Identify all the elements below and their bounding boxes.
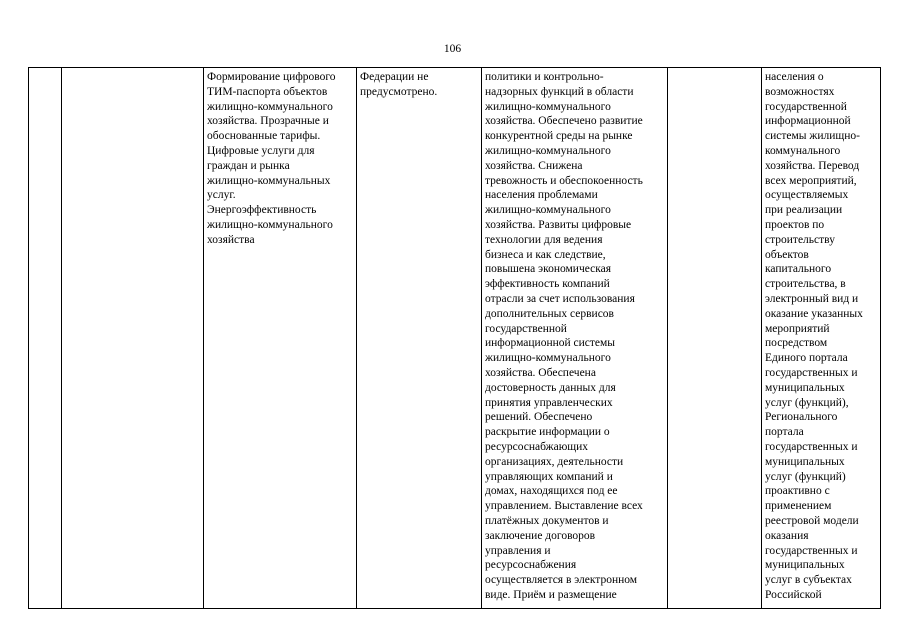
cell-text-line: коммунального: [765, 144, 841, 157]
table-row: [29, 68, 881, 609]
cell-text-line: оказание указанных: [765, 307, 863, 320]
cell-text-line: жилищно-коммунального: [485, 100, 611, 113]
cell-col-4: [357, 68, 482, 609]
cell-text-line: хозяйства. Развиты цифровые: [485, 218, 632, 231]
cell-text-line: организациях, деятельности: [485, 455, 624, 468]
cell-text-line: капитального: [765, 263, 832, 276]
cell-text-line: хозяйства. Обеспечено развитие: [485, 115, 643, 128]
cell-text-line: принятия управленческих: [485, 396, 613, 409]
cell-text-line: Единого портала: [765, 352, 848, 365]
cell-text-line: хозяйства. Перевод: [765, 159, 860, 172]
cell-text-line: информационной: [765, 115, 851, 128]
cell-text-line: проектов по: [765, 218, 825, 231]
cell-text-line: посредством: [765, 337, 828, 350]
cell-text-line: жилищно-коммунального: [207, 218, 333, 231]
cell-text-line: граждан и рынка: [207, 159, 290, 172]
cell-text-line: государственных и: [765, 440, 858, 453]
cell-text-line: строительства, в: [765, 278, 846, 291]
cell-text-line: ТИМ-паспорта объектов: [207, 85, 328, 98]
cell-text-line: государственной: [485, 322, 567, 335]
cell-text-line: управлением. Выставление всех: [485, 500, 643, 513]
cell-text-line: строительству: [765, 233, 835, 246]
cell-text-line: обоснованные тарифы.: [207, 130, 321, 143]
cell-text-line: платёжных документов и: [485, 514, 609, 527]
cell-text-line: услуг (функций): [765, 470, 846, 483]
cell-text-line: домах, находящихся под ее: [485, 485, 618, 498]
cell-text-line: Регионального: [765, 411, 838, 424]
cell-text-line: реестровой модели: [765, 514, 859, 527]
cell-text-line: хозяйства. Снижена: [485, 159, 583, 172]
cell-text-line: эффективность компаний: [485, 278, 610, 291]
cell-text-line: достоверность данных для: [485, 381, 616, 394]
cell-text-line: технологии для ведения: [485, 233, 603, 246]
cell-text-line: Федерации не: [360, 71, 429, 83]
cell-text-line: государственной: [765, 100, 847, 113]
cell-text-line: применением: [765, 500, 832, 513]
cell-text-line: хозяйства. Прозрачные и: [207, 115, 329, 128]
cell-text-line: предусмотрено.: [360, 85, 438, 98]
cell-text-line: решений. Обеспечено: [485, 411, 593, 424]
cell-text-line: возможностях: [765, 85, 835, 98]
cell-text-line: политики и контрольно-: [485, 71, 604, 83]
cell-text-line: ресурсоснабжающих: [485, 440, 589, 453]
cell-text-line: объектов: [765, 248, 809, 261]
cell-text-line: проактивно с: [765, 485, 830, 498]
cell-text-line: раскрытие информации о: [485, 426, 610, 439]
cell-text-line: всех мероприятий,: [765, 174, 857, 187]
cell-text-line: портала: [765, 426, 804, 439]
cell-text-line: осуществляется в электронном: [485, 574, 638, 587]
cell-text-line: системы жилищно-: [765, 130, 860, 143]
cell-text-line: заключение договоров: [485, 529, 596, 542]
cell-text-line: мероприятий: [765, 322, 830, 335]
cell-text-line: Энергоэффективность: [207, 204, 317, 217]
cell-text-line: Российской: [765, 588, 822, 601]
cell-text-line: жилищно-коммунального: [485, 144, 611, 157]
cell-text-line: населения о: [765, 71, 824, 83]
cell-text-line: управления и: [485, 544, 551, 557]
page-number: 106: [443, 43, 462, 55]
cell-text-line: Цифровые услуги для: [207, 144, 315, 157]
cell-text-line: бизнеса и как следствие,: [485, 248, 606, 261]
cell-text-line: повышена экономическая: [485, 263, 612, 276]
cell-text-line: при реализации: [765, 204, 843, 217]
cell-text-line: жилищно-коммунального: [207, 100, 333, 113]
cell-text-line: надзорных функций в области: [485, 85, 634, 98]
cell-text-line: осуществляемых: [765, 189, 849, 202]
cell-text-line: услуг.: [207, 189, 236, 202]
cell-col-3: [204, 68, 357, 609]
cell-text-line: муниципальных: [765, 381, 845, 394]
cell-text-line: услуг в субъектах: [765, 574, 852, 587]
cell-text-line: муниципальных: [765, 559, 845, 572]
cell-text-line: информационной системы: [485, 337, 616, 350]
cell-text-line: дополнительных сервисов: [485, 307, 614, 320]
cell-text-line: жилищно-коммунальных: [207, 174, 331, 187]
document-table: [28, 67, 881, 609]
cell-text-line: отрасли за счет использования: [485, 292, 635, 305]
cell-text-line: Формирование цифрового: [207, 71, 336, 83]
cell-col-7: [762, 68, 881, 609]
cell-text-line: ресурсоснабжения: [485, 559, 577, 572]
cell-text-line: услуг (функций),: [765, 396, 849, 409]
cell-text-line: управляющих компаний и: [485, 470, 613, 483]
cell-text-line: конкурентной среды на рынке: [485, 130, 633, 143]
cell-text-line: жилищно-коммунального: [485, 352, 611, 365]
cell-col-6: [668, 68, 762, 609]
cell-text-line: электронный вид и: [765, 292, 859, 305]
cell-text-line: виде. Приём и размещение: [485, 588, 617, 601]
cell-col-5: [482, 68, 668, 609]
cell-text-line: хозяйства. Обеспечена: [485, 366, 596, 379]
cell-text-line: населения проблемами: [485, 189, 598, 202]
cell-text-line: хозяйства: [207, 233, 255, 246]
cell-text-line: муниципальных: [765, 455, 845, 468]
cell-col-1: [29, 68, 62, 609]
cell-text-line: жилищно-коммунального: [485, 204, 611, 217]
cell-text-line: оказания: [765, 529, 809, 542]
cell-text-line: государственных и: [765, 366, 858, 379]
cell-text-line: государственных и: [765, 544, 858, 557]
cell-text-line: тревожность и обеспокоенность: [485, 174, 643, 187]
cell-col-2: [62, 68, 204, 609]
